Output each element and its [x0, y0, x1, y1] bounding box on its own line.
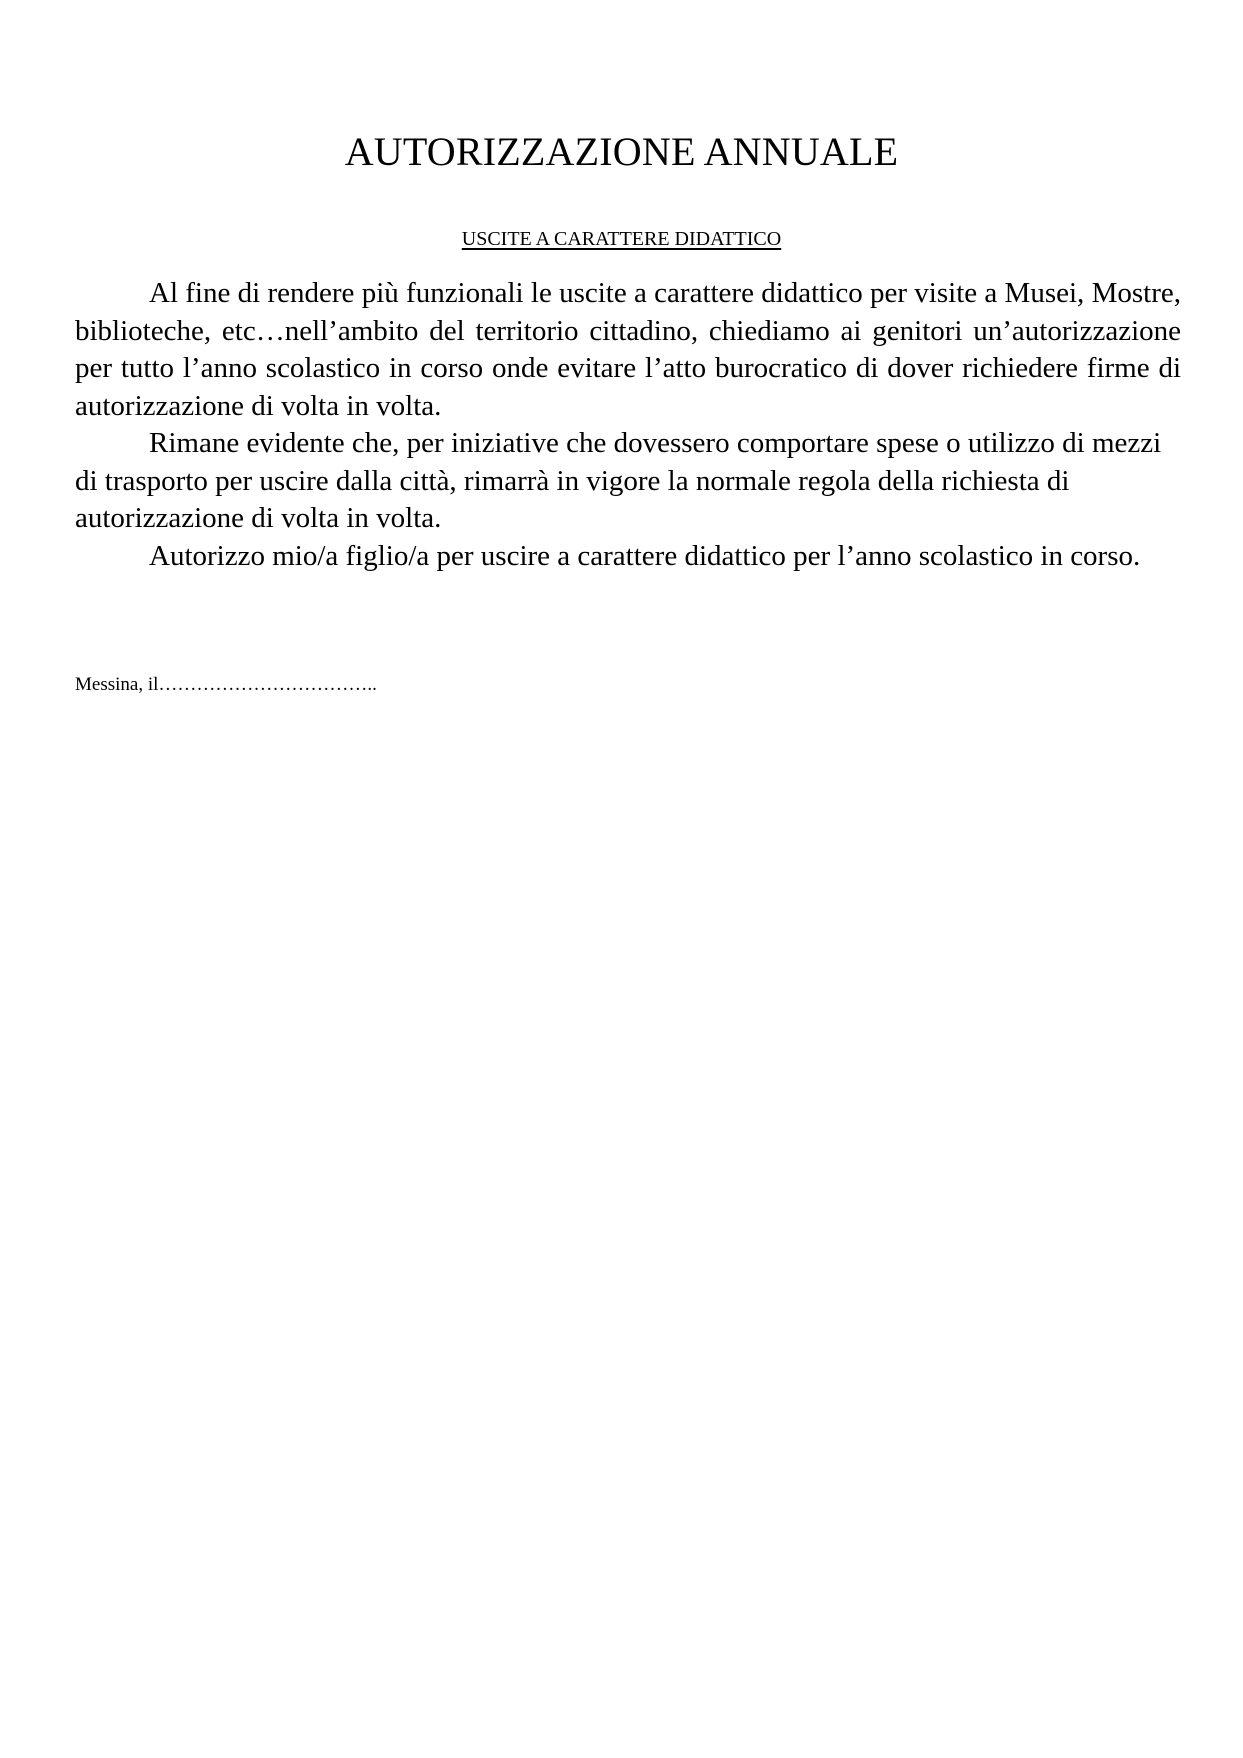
paragraph-exceptions: Rimane evidente che, per iniziative che dovessero comportare spese o utilizzo di mezzi di trasporto per uscire dalla città, rimarrà in vigore la normale regola della richiesta di autorizzazione di volta in volta. [75, 427, 1162, 534]
paragraph-authorization: Autorizzo mio/a figlio/a per uscire a carattere didattico per l’anno scolastico in corso. [149, 539, 1141, 572]
document-body [75, 275, 1181, 575]
place-date-line: Messina, il…………………………….. [75, 674, 377, 695]
document-subtitle: USCITE A CARATTERE DIDATTICO [461, 228, 782, 250]
document-title: AUTORIZZAZIONE ANNUALE [344, 129, 899, 174]
paragraph-purpose: Al fine di rendere più funzionali le uscite a carattere didattico per visite a Musei, Mostre, biblioteche, etc…nell’ambito del territorio cittadino, chiediamo ai genitori un’autorizzazione per tutto l’anno scolastico in corso onde evitare l’atto burocratico di dover richiedere firme di autorizzazione di volta in volta. [75, 277, 1181, 422]
